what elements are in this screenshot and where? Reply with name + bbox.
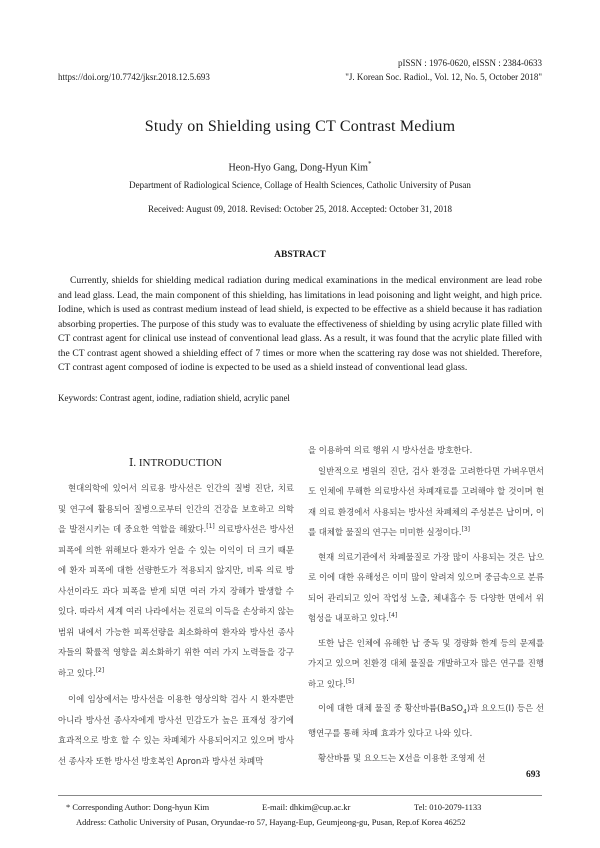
left-column — [58, 478, 294, 771]
journal-citation: "J. Korean Soc. Radiol., Vol. 12, No. 5, October 2018" — [345, 72, 542, 82]
author-email[interactable]: E-mail: dhkim@cup.ac.kr — [262, 802, 351, 812]
affiliation: Department of Radiological Science, Collage of Health Sciences, Catholic University of Pusan — [129, 180, 471, 190]
paragraph: 현재 의료기관에서 차폐물질로 가장 많이 사용되는 것은 납으로 이에 대한 유해성은 이미 많이 알려져 있으며 중금속으로 분류되어 관리되고 있어 작업성 노출, 체내흡수 등 다양한 면에서 위험성을 내포하고 있다.[4] — [308, 551, 544, 623]
authors: Heon-Hyo Gang, Dong-Hyun Kim — [228, 162, 368, 174]
corresponding-mark: * — [367, 160, 372, 168]
section-heading: Ⅰ. INTRODUCTION — [129, 457, 222, 469]
authors-line — [0, 160, 600, 173]
subscript: 4 — [463, 708, 467, 716]
citation-ref[interactable]: [4] — [388, 612, 398, 620]
citation-ref[interactable]: [5] — [345, 677, 355, 685]
footnote-divider — [58, 795, 542, 796]
doi-link[interactable]: https://doi.org/10.7742/jksr.2018.12.5.693 — [58, 72, 210, 82]
citation-ref[interactable]: [3] — [461, 526, 471, 534]
abstract-heading: ABSTRACT — [274, 250, 326, 260]
paragraph: 이에 임상에서는 방사선을 이용한 영상의학 검사 시 환자뿐만 아니라 방사선 종사자에게 방사선 민감도가 높은 표재성 장기에 효과적으로 방호 할 수 있는 차폐체가 사용되어지고 있으며 방사선 종사자 또한 방사선 방호복인 Apron과 방사선 차폐막 — [58, 694, 294, 766]
abstract-text: Currently, shields for shielding medical radiation during medical examinations in the medical environment are lead robe and lead glass. Lead, the main component of this shielding, has limitations in lead poisoning and light weight, and high price. Iodine, which is used as contrast medium instead of lead shield, is expected to be effective as a shield because it has radiation absorbing properties. The purpose of this study was to evaluate the effectiveness of shielding by using acrylic plate filled with CT contrast agent for clinical use instead of conventional lead glass. As a result, it was found that the acrylic plate filled with the CT contrast agent showed a shielding effect of 7 times or more when the scattering ray dose was not shielded. Therefore, CT contrast agent composed of iodine is expected to be used as a shield instead of conventional lead glass. — [58, 275, 542, 373]
paragraph: 이에 대한 대체 물질 중 황산바륨(BaSO$_4$)과 요오드(I) 등은 선행연구를 통해 차폐 효과가 있다고 나와 있다. — [308, 703, 544, 739]
author-address: Address: Catholic University of Pusan, Oryundae-ro 57, Hayang-Eup, Geumjeong-gu, Pusan, Rep.of Korea 46252 — [76, 817, 466, 827]
paragraph: 일반적으로 병원의 진단, 검사 환경을 고려한다면 가벼우면서도 인체에 무해한 의료방사선 차폐재료를 고려해야 할 것이며 현재 의료 환경에서 사용되는 방사선 차폐체의 주성분은 납이며, 이를 대체할 물질의 연구는 미미한 실정이다.[3] — [308, 465, 544, 537]
paragraph: 또한 납은 인체에 유해한 납 중독 및 경량화 한계 등의 문제를 가지고 있으며 친환경 대체 물질을 개발하고자 많은 연구를 진행하고 있다.[5] — [308, 637, 544, 689]
citation-ref[interactable]: [1] — [206, 523, 215, 531]
paragraph: 황산바륨 및 요오드는 X선을 이용한 조영제 선 — [318, 752, 486, 763]
issn-line: pISSN : 1976-0620, eISSN : 2384-0633 — [397, 58, 542, 68]
paragraph: 현대의학에 있어서 의료용 방사선은 인간의 질병 진단, 치료 및 연구에 활용되어 질병으로부터 인간의 건강을 보호하고 의학을 발전시키는 데 중요한 역할을 해왔다.[1] 의료방사선은 방사선 피폭에 의한 위해보다 환자가 얻을 수 있는 이익이 더 크기 때문에 환자 피폭에 대한 선량한도가 적용되지 않지만, 비록 의료 방사선이라도 과다 피폭을 받게 되면 여러 가지 장해가 발생할 수 있다. 따라서 세계 여러 나라에서는 진료의 이득을 손상하지 않는 범위 내에서 가능한 피폭선량을 최소화하여 환자와 방사선 종사자들의 확률적 영향을 최소화하기 위한 여러 가지 노력들을 강구하고 있다.[2] — [58, 483, 294, 678]
author-phone: Tel: 010-2079-1133 — [414, 802, 482, 812]
page-number: 693 — [526, 770, 541, 780]
paragraph-continued: 을 이용하여 의료 행위 시 방사선을 방호한다. — [308, 445, 473, 455]
article-title: Study on Shielding using CT Contrast Medium — [144, 118, 456, 135]
keywords: Keywords: Contrast agent, iodine, radiation shield, acrylic panel — [58, 393, 290, 403]
right-column — [308, 440, 544, 768]
citation-ref[interactable]: [2] — [95, 666, 105, 674]
history-dates: Received: August 09, 2018. Revised: October 25, 2018. Accepted: October 31, 2018 — [148, 204, 452, 214]
corresponding-author: * Corresponding Author: Dong-hyun Kim — [66, 802, 210, 812]
